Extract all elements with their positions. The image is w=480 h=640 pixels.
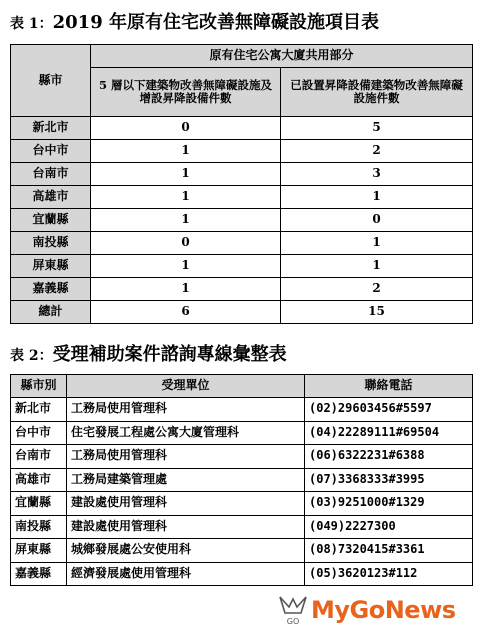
count-cell: 0 bbox=[91, 117, 281, 140]
table-row bbox=[11, 278, 473, 301]
table-row bbox=[11, 492, 473, 516]
table1-title bbox=[10, 8, 379, 34]
count-cell: 1 bbox=[281, 186, 473, 209]
table2-title-text: 受理補助案件諮詢專線彙整表 bbox=[52, 344, 287, 365]
table1-title-prefix: 表 1： bbox=[10, 16, 53, 32]
table-row bbox=[11, 421, 473, 445]
table-row bbox=[11, 209, 473, 232]
table1-header-span: 原有住宅公寓大廈共用部分 bbox=[91, 45, 473, 68]
count-cell: 0 bbox=[91, 232, 281, 255]
table1-header-city: 縣市 bbox=[11, 45, 91, 117]
unit-cell: 工務局建築管理處 bbox=[67, 468, 305, 492]
phone-cell: (06)6322231#6388 bbox=[305, 445, 473, 469]
phone-cell: (05)3620123#112 bbox=[305, 562, 473, 586]
table-row bbox=[11, 515, 473, 539]
table-row bbox=[11, 232, 473, 255]
count-cell: 15 bbox=[281, 301, 473, 324]
phone-cell: (07)3368333#3995 bbox=[305, 468, 473, 492]
table-row bbox=[11, 255, 473, 278]
count-cell: 1 bbox=[281, 255, 473, 278]
table2-body bbox=[11, 398, 473, 586]
table2-header-phone: 聯絡電話 bbox=[305, 375, 473, 398]
count-cell: 1 bbox=[91, 140, 281, 163]
table-row bbox=[11, 562, 473, 586]
table1-header-col1: 5 層以下建築物改善無障礙設施及增設昇降設備件數 bbox=[91, 68, 281, 117]
phone-cell: (08)7320415#3361 bbox=[305, 539, 473, 563]
city-cell: 宜蘭縣 bbox=[11, 209, 91, 232]
phone-cell: (049)2227300 bbox=[305, 515, 473, 539]
city-cell: 南投縣 bbox=[11, 232, 91, 255]
count-cell: 1 bbox=[91, 186, 281, 209]
count-cell: 0 bbox=[281, 209, 473, 232]
count-cell: 1 bbox=[91, 255, 281, 278]
city-cell: 新北市 bbox=[11, 117, 91, 140]
city-cell: 台中市 bbox=[11, 140, 91, 163]
count-cell: 1 bbox=[91, 278, 281, 301]
unit-cell: 住宅發展工程處公寓大廈管理科 bbox=[67, 421, 305, 445]
table-row bbox=[11, 445, 473, 469]
phone-cell: (03)9251000#1329 bbox=[305, 492, 473, 516]
count-cell: 1 bbox=[91, 163, 281, 186]
count-cell: 3 bbox=[281, 163, 473, 186]
table-row bbox=[11, 140, 473, 163]
count-cell: 2 bbox=[281, 140, 473, 163]
phone-cell: (02)29603456#5597 bbox=[305, 398, 473, 422]
accessibility-improvement-table bbox=[10, 44, 473, 324]
table-row bbox=[11, 117, 473, 140]
unit-cell: 建設處使用管理科 bbox=[67, 492, 305, 516]
count-cell: 1 bbox=[91, 209, 281, 232]
table-row bbox=[11, 186, 473, 209]
count-cell: 1 bbox=[281, 232, 473, 255]
unit-cell: 工務局使用管理科 bbox=[67, 445, 305, 469]
table-row bbox=[11, 301, 473, 324]
table1-body bbox=[11, 117, 473, 324]
table2-title-prefix: 表 2： bbox=[10, 348, 53, 364]
unit-cell: 城鄉發展處公安使用科 bbox=[67, 539, 305, 563]
city-cell: 屏東縣 bbox=[11, 539, 67, 563]
city-cell: 南投縣 bbox=[11, 515, 67, 539]
table-row bbox=[11, 163, 473, 186]
mygonews-logo-icon bbox=[277, 593, 309, 627]
table2-title bbox=[10, 340, 287, 366]
unit-cell: 建設處使用管理科 bbox=[67, 515, 305, 539]
city-cell: 台南市 bbox=[11, 445, 67, 469]
table-row bbox=[11, 539, 473, 563]
mygonews-watermark bbox=[277, 590, 477, 630]
table1-title-text: 2019 年原有住宅改善無障礙設施項目表 bbox=[52, 12, 379, 33]
unit-cell: 工務局使用管理科 bbox=[67, 398, 305, 422]
city-cell: 總計 bbox=[11, 301, 91, 324]
phone-cell: (04)22289111#69504 bbox=[305, 421, 473, 445]
count-cell: 2 bbox=[281, 278, 473, 301]
city-cell: 高雄市 bbox=[11, 186, 91, 209]
city-cell: 台南市 bbox=[11, 163, 91, 186]
city-cell: 屏東縣 bbox=[11, 255, 91, 278]
mygonews-wordmark: MyGoNews bbox=[311, 596, 456, 624]
city-cell: 宜蘭縣 bbox=[11, 492, 67, 516]
count-cell: 6 bbox=[91, 301, 281, 324]
table2-header-city: 縣市別 bbox=[11, 375, 67, 398]
unit-cell: 經濟發展處使用管理科 bbox=[67, 562, 305, 586]
table1-header-col2: 已設置昇降設備建築物改善無障礙設施件數 bbox=[281, 68, 473, 117]
table-row bbox=[11, 468, 473, 492]
city-cell: 嘉義縣 bbox=[11, 562, 67, 586]
table2-header-unit: 受理單位 bbox=[67, 375, 305, 398]
city-cell: 新北市 bbox=[11, 398, 67, 422]
table-row bbox=[11, 398, 473, 422]
logo-lettering: GO bbox=[286, 617, 300, 626]
consultation-hotline-table bbox=[10, 374, 473, 586]
count-cell: 5 bbox=[281, 117, 473, 140]
city-cell: 嘉義縣 bbox=[11, 278, 91, 301]
city-cell: 台中市 bbox=[11, 421, 67, 445]
city-cell: 高雄市 bbox=[11, 468, 67, 492]
